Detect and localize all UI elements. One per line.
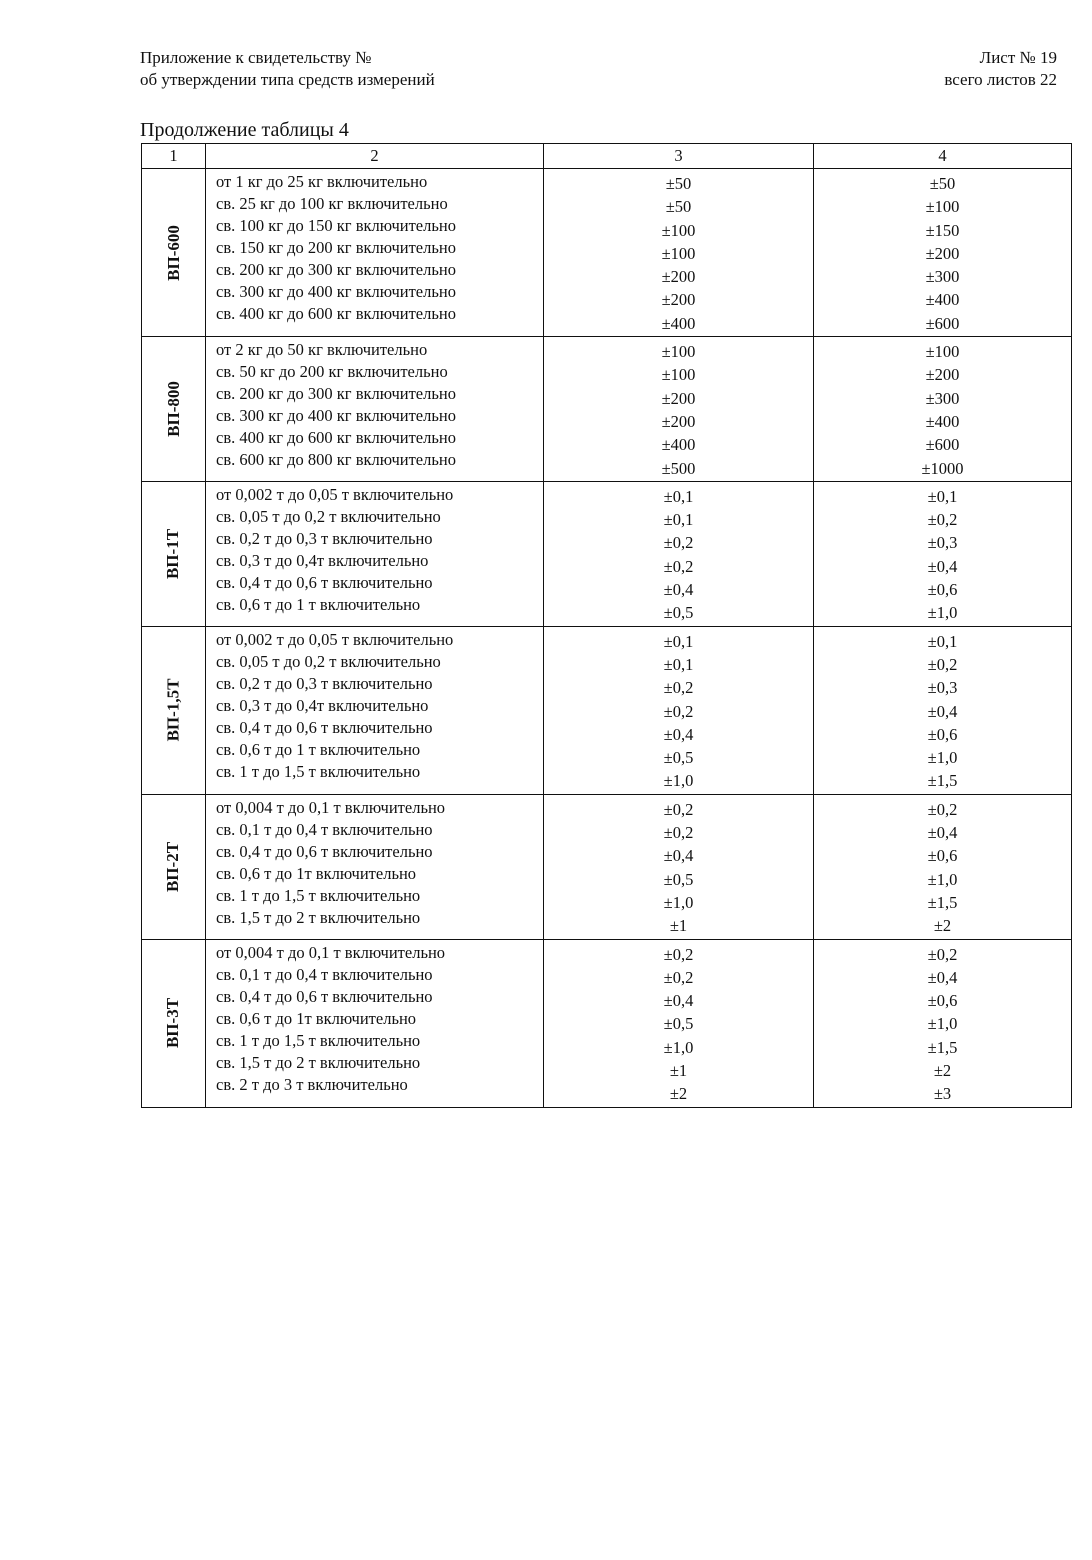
model-cell (142, 626, 206, 794)
col4-value-item: ±0,2 (927, 654, 958, 674)
col4-value-item: ±0,1 (927, 631, 958, 651)
model-name: ВП-1Т (163, 528, 183, 579)
col3-value-item: ±200 (661, 290, 696, 310)
col4-value-item: ±0,4 (927, 823, 958, 843)
col4-value-cell (814, 626, 1072, 794)
range-item: св. 400 кг до 600 кг включительно (216, 428, 456, 448)
col4-value-item: ±50 (929, 174, 956, 193)
range-item: св. 0,05 т до 0,2 т включительно (216, 651, 441, 671)
col3-value-item: ±400 (661, 313, 696, 333)
range-item: св. 0,6 т до 1 т включительно (216, 739, 421, 759)
range-item: св. 200 кг до 300 кг включительно (216, 384, 456, 404)
col4-value-item: ±100 (925, 342, 960, 362)
col3-value-item: ±1 (669, 916, 688, 936)
col4-value-cell (814, 794, 1072, 939)
col4-value-cell (814, 939, 1072, 1107)
col3-value-item: ±0,2 (663, 967, 694, 987)
col4-value-item: ±200 (925, 365, 960, 385)
col3-value-item: ±0,4 (663, 724, 694, 744)
range-item: св. 0,1 т до 0,4 т включительно (216, 819, 433, 839)
range-item: от 0,002 т до 0,05 т включительно (216, 484, 454, 504)
total-sheets: всего листов 22 (944, 70, 1057, 89)
model-name: ВП-3Т (163, 998, 183, 1049)
range-item: св. 0,4 т до 0,6 т включительно (216, 717, 433, 737)
header-right (944, 47, 1057, 91)
col3-value-cell (544, 337, 814, 482)
model-cell (142, 481, 206, 626)
range-item: св. 300 кг до 400 кг включительно (216, 282, 456, 301)
range-item: св. 2 т до 3 т включительно (216, 1074, 408, 1094)
col4-value-item: ±600 (925, 435, 960, 455)
col4-value-item: ±0,3 (927, 678, 958, 698)
col3-value-item: ±1 (669, 1060, 688, 1080)
col3-value-item: ±400 (661, 435, 696, 455)
range-item: св. 0,4 т до 0,6 т включительно (216, 986, 433, 1006)
range-cell (206, 626, 544, 794)
col3-value-item: ±0,4 (663, 580, 694, 600)
range-item: св. 1,5 т до 2 т включительно (216, 907, 421, 927)
col4-value-item: ±0,4 (927, 967, 958, 987)
col4-value-item: ±1,5 (927, 892, 958, 912)
range-item: св. 1,5 т до 2 т включительно (216, 1052, 421, 1072)
col3-value-item: ±50 (665, 197, 692, 217)
col3-value-item: ±100 (661, 365, 696, 385)
range-item: св. 0,6 т до 1т включительно (216, 1008, 417, 1028)
range-item: св. 1 т до 1,5 т включительно (216, 761, 421, 781)
column-header: 1 (142, 144, 206, 169)
table-row (142, 169, 1072, 337)
range-cell (206, 169, 544, 337)
range-item: св. 0,4 т до 0,6 т включительно (216, 841, 433, 861)
col3-value-item: ±200 (661, 388, 696, 408)
col4-value-item: ±2 (933, 916, 952, 936)
range-item: от 0,004 т до 0,1 т включительно (216, 942, 446, 962)
col4-value-item: ±100 (925, 197, 960, 217)
col3-value-item: ±1,0 (663, 892, 694, 912)
col3-value-item: ±0,1 (663, 486, 694, 506)
col4-value-item: ±0,6 (927, 846, 958, 866)
col3-value-item: ±100 (661, 243, 696, 263)
col4-value-item: ±1,0 (927, 869, 958, 889)
range-item: св. 0,3 т до 0,4т включительно (216, 695, 429, 715)
col4-value-item: ±0,4 (927, 701, 958, 721)
col4-value-item: ±0,2 (927, 510, 958, 530)
col3-value-item: ±500 (661, 458, 696, 478)
column-header: 2 (206, 144, 544, 169)
model-name: ВП-600 (163, 224, 183, 281)
range-item: от 0,004 т до 0,1 т включительно (216, 797, 446, 817)
col3-value-item: ±0,5 (663, 603, 694, 623)
table-header-row (142, 144, 1072, 169)
column-header: 3 (544, 144, 814, 169)
col4-value-item: ±2 (933, 1060, 952, 1080)
table-row (142, 794, 1072, 939)
table-row (142, 481, 1072, 626)
col3-value-item: ±0,1 (663, 510, 694, 530)
model-cell (142, 169, 206, 337)
range-item: св. 0,2 т до 0,3 т включительно (216, 673, 433, 693)
range-item: св. 1 т до 1,5 т включительно (216, 1030, 421, 1050)
header-left (140, 47, 435, 91)
range-item: св. 0,3 т до 0,4т включительно (216, 550, 429, 570)
col3-value-item: ±0,2 (663, 799, 694, 819)
range-item: св. 300 кг до 400 кг включительно (216, 406, 456, 426)
col4-value-item: ±0,1 (927, 486, 958, 506)
col3-value-item: ±1,0 (663, 1037, 694, 1057)
range-item: св. 400 кг до 600 кг включительно (216, 304, 456, 323)
range-cell (206, 481, 544, 626)
range-cell (206, 794, 544, 939)
col3-value-item: ±0,4 (663, 846, 694, 866)
col3-value-item: ±0,5 (663, 869, 694, 889)
range-item: от 1 кг до 25 кг включительно (216, 172, 428, 191)
range-item: св. 0,6 т до 1 т включительно (216, 594, 421, 614)
col3-value-item: ±2 (669, 1084, 688, 1104)
col4-value-item: ±0,6 (927, 991, 958, 1011)
col4-value-item: ±600 (925, 313, 960, 333)
col3-value-item: ±200 (661, 267, 696, 287)
range-item: св. 100 кг до 150 кг включительно (216, 216, 456, 235)
col4-value-item: ±200 (925, 243, 960, 263)
range-cell (206, 939, 544, 1107)
range-item: св. 0,1 т до 0,4 т включительно (216, 964, 433, 984)
col3-value-cell (544, 169, 814, 337)
col4-value-item: ±400 (925, 290, 960, 310)
range-item: св. 0,4 т до 0,6 т включительно (216, 572, 433, 592)
col3-value-item: ±0,2 (663, 533, 694, 553)
col3-value-item: ±100 (661, 220, 696, 240)
col4-value-item: ±0,6 (927, 724, 958, 744)
table-row (142, 626, 1072, 794)
col4-value-item: ±300 (925, 388, 960, 408)
col3-value-item: ±100 (661, 342, 696, 362)
model-name: ВП-800 (163, 381, 183, 437)
header-left-line1: Приложение к свидетельству № (140, 48, 372, 67)
col4-value-item: ±1,5 (927, 1037, 958, 1057)
model-name: ВП-2Т (163, 841, 183, 892)
col4-value-item: ±1,0 (927, 603, 958, 623)
col4-value-item: ±0,6 (927, 580, 958, 600)
col4-value-item: ±3 (933, 1084, 952, 1104)
range-item: св. 50 кг до 200 кг включительно (216, 362, 448, 382)
col3-value-cell (544, 939, 814, 1107)
col4-value-item: ±300 (925, 267, 960, 287)
col4-value-cell (814, 337, 1072, 482)
column-header: 4 (814, 144, 1072, 169)
range-item: св. 600 кг до 800 кг включительно (216, 450, 456, 470)
col4-value-item: ±1000 (921, 458, 964, 478)
col3-value-item: ±50 (665, 174, 692, 193)
col3-value-item: ±0,5 (663, 748, 694, 768)
col4-value-item: ±0,3 (927, 533, 958, 553)
model-cell (142, 337, 206, 482)
model-name: ВП-1,5Т (163, 678, 183, 742)
col3-value-cell (544, 794, 814, 939)
range-cell (206, 337, 544, 482)
range-item: св. 1 т до 1,5 т включительно (216, 885, 421, 905)
header-left-line2: об утверждении типа средств измерений (140, 70, 435, 89)
range-item: св. 0,6 т до 1т включительно (216, 863, 417, 883)
col3-value-item: ±200 (661, 411, 696, 431)
range-item: от 2 кг до 50 кг включительно (216, 340, 428, 360)
col3-value-item: ±0,2 (663, 823, 694, 843)
col4-value-cell (814, 481, 1072, 626)
col4-value-item: ±0,4 (927, 556, 958, 576)
table-row (142, 939, 1072, 1107)
range-item: св. 150 кг до 200 кг включительно (216, 238, 456, 257)
col4-value-item: ±1,0 (927, 748, 958, 768)
col4-value-item: ±400 (925, 411, 960, 431)
col4-value-cell (814, 169, 1072, 337)
col4-value-item: ±1,5 (927, 771, 958, 791)
col3-value-item: ±0,1 (663, 654, 694, 674)
model-cell (142, 794, 206, 939)
col3-value-item: ±1,0 (663, 771, 694, 791)
col4-value-item: ±150 (925, 220, 960, 240)
data-table (141, 143, 1072, 1108)
col4-value-item: ±1,0 (927, 1014, 958, 1034)
col3-value-cell (544, 481, 814, 626)
range-item: св. 25 кг до 100 кг включительно (216, 194, 448, 213)
table-caption: Продолжение таблицы 4 (140, 119, 349, 141)
col3-value-item: ±0,2 (663, 701, 694, 721)
col3-value-item: ±0,2 (663, 944, 694, 964)
col3-value-item: ±0,2 (663, 678, 694, 698)
model-cell (142, 939, 206, 1107)
range-item: св. 0,2 т до 0,3 т включительно (216, 528, 433, 548)
col4-value-item: ±0,2 (927, 944, 958, 964)
col3-value-item: ±0,2 (663, 556, 694, 576)
col3-value-item: ±0,5 (663, 1014, 694, 1034)
col3-value-cell (544, 626, 814, 794)
range-item: от 0,002 т до 0,05 т включительно (216, 629, 454, 649)
col4-value-item: ±0,2 (927, 799, 958, 819)
sheet-number: Лист № 19 (979, 48, 1057, 67)
table-row (142, 337, 1072, 482)
col3-value-item: ±0,1 (663, 631, 694, 651)
range-item: св. 0,05 т до 0,2 т включительно (216, 506, 441, 526)
range-item: св. 200 кг до 300 кг включительно (216, 260, 456, 279)
col3-value-item: ±0,4 (663, 991, 694, 1011)
